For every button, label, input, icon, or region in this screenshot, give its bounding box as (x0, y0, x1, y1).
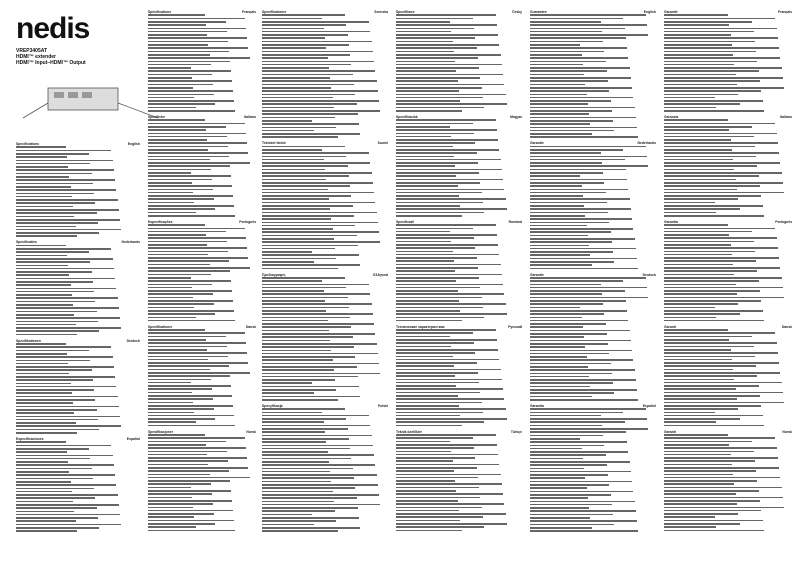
section-heading: Spécifications Français (148, 10, 256, 14)
section-heading: Specifiche Italiano (148, 114, 256, 119)
doc-column (148, 8, 256, 560)
section-heading: Garantie Français (664, 10, 792, 14)
text-line (262, 530, 388, 533)
doc-column (262, 8, 388, 560)
section-heading: Teknik özellikler Türkçe (396, 429, 522, 434)
text-line (530, 530, 656, 533)
section-heading: Garanti Norsk (664, 429, 792, 434)
doc-column (16, 140, 140, 560)
section-heading: Garantia Português (664, 219, 792, 224)
section-heading: Garantie Nederlands (530, 141, 656, 146)
product-title: HDMI™ extender (16, 54, 57, 60)
text-line (148, 424, 256, 427)
device-illustration (18, 78, 168, 130)
text-line (664, 529, 792, 532)
text-line (262, 267, 388, 270)
section-heading: Garantía Español (530, 403, 656, 408)
text-line (262, 136, 388, 139)
text-line (530, 136, 656, 139)
section-heading: Garanzia Italiano (664, 114, 792, 119)
text-line (396, 424, 522, 427)
section-heading: Specifikációk Magyar (396, 114, 522, 119)
text-line (530, 399, 656, 402)
section-heading: Specifikace Česky (396, 10, 522, 14)
text-line (148, 529, 256, 532)
section-heading: Garantie Deutsch (530, 272, 656, 277)
text-line (664, 110, 792, 113)
section-heading: Guarantee English (530, 10, 656, 14)
section-heading: Specifications English (16, 142, 140, 146)
text-line (396, 110, 522, 113)
section-heading: Технические характеристики Русский (396, 324, 522, 329)
text-line (664, 424, 792, 427)
text-line (396, 529, 522, 532)
text-line (16, 235, 140, 238)
section-heading: Tekniset tiedot Suomi (262, 141, 388, 146)
section-heading: Especificações Português (148, 219, 256, 224)
text-line (148, 215, 256, 218)
doc-column (664, 8, 792, 560)
text-line (396, 215, 522, 218)
text-line (148, 319, 256, 322)
text-line (530, 267, 656, 270)
product-subtitle: HDMI™ Input–HDMI™ Output (16, 60, 86, 66)
product-header (16, 48, 166, 66)
section-heading: Specificaties Nederlands (16, 240, 140, 245)
doc-column (530, 8, 656, 560)
text-line (16, 432, 140, 435)
text-line (16, 530, 140, 533)
section-heading: Specificații Română (396, 219, 522, 224)
text-line (16, 333, 140, 336)
section-heading: Specyfikacja Polski (262, 403, 388, 408)
section-heading: Προδιαγραφές Ελληνικά (262, 272, 388, 277)
text-line (148, 110, 256, 113)
text-line (262, 399, 388, 402)
brand-logo: nedis (16, 12, 90, 45)
text-line (396, 319, 522, 322)
section-heading: Spezifikationen Deutsch (16, 338, 140, 343)
doc-column (396, 8, 522, 560)
section-heading: Specifikationer Dansk (148, 324, 256, 329)
text-line (664, 319, 792, 322)
section-heading: Specifikationer Svenska (262, 10, 388, 14)
section-heading: Garanti Dansk (664, 324, 792, 329)
section-heading: Especificaciones Español (16, 436, 140, 441)
section-heading: Spesifikasjoner Norsk (148, 429, 256, 434)
text-line (664, 215, 792, 218)
model-number: VREP3405AT (16, 48, 48, 54)
